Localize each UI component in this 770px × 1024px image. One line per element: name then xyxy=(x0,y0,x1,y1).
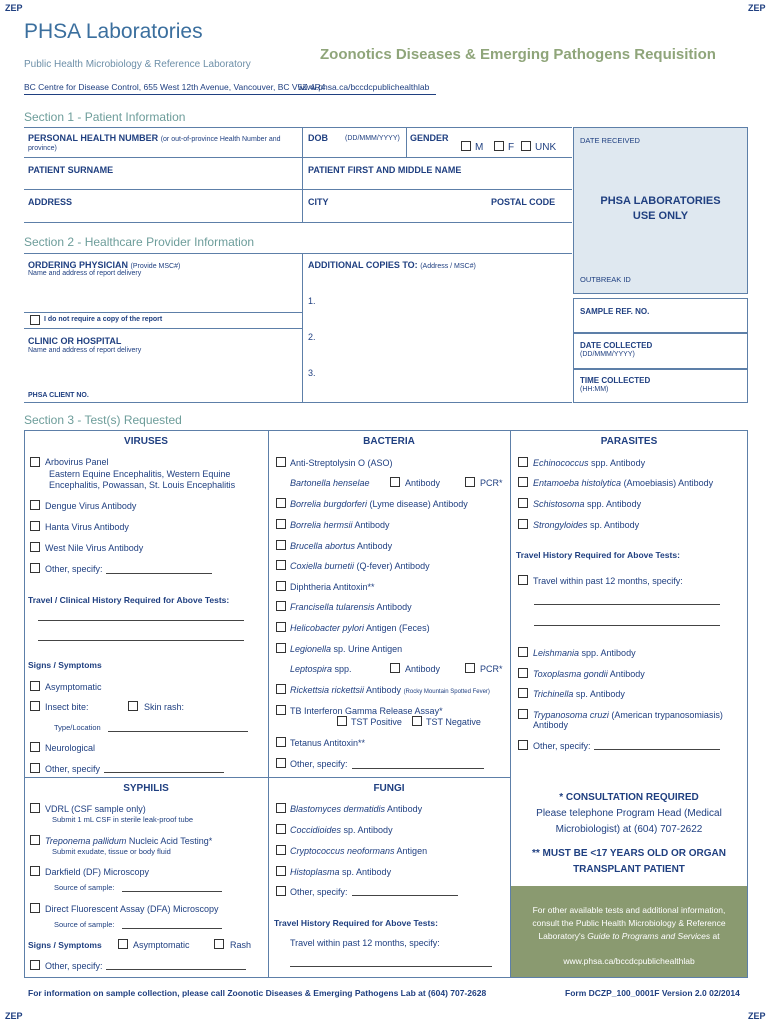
gender-f-label: F xyxy=(508,142,515,153)
info-line1: For other available tests and additional information, xyxy=(532,905,726,915)
histoplasma-checkbox[interactable] xyxy=(276,866,286,876)
surname-label: PATIENT SURNAME xyxy=(28,165,114,175)
darkfield-source-field[interactable] xyxy=(122,891,222,892)
dob-label: DOB xyxy=(308,133,328,143)
leishmania-label: Leishmania spp. Antibody xyxy=(533,648,636,658)
entamoeba-label: Entamoeba histolytica (Amoebiasis) Antibody xyxy=(533,478,714,488)
copy-1: 1. xyxy=(308,296,316,306)
bartonella-pcr-label: PCR* xyxy=(480,478,503,488)
toxoplasma-checkbox[interactable] xyxy=(518,668,528,678)
type-location-field[interactable] xyxy=(108,731,248,732)
virus-other-checkbox[interactable] xyxy=(30,563,40,573)
treponema-checkbox[interactable] xyxy=(30,835,40,845)
dfa-checkbox[interactable] xyxy=(30,903,40,913)
section3-title: Section 3 - Test(s) Requested xyxy=(24,413,182,427)
hanta-checkbox[interactable] xyxy=(30,521,40,531)
address-label: ADDRESS xyxy=(28,197,73,207)
symptom-other-checkbox[interactable] xyxy=(30,763,40,773)
clinic-note: Name and address of report delivery xyxy=(28,347,142,354)
info-line2: consult the Public Health Microbiology & Reference xyxy=(532,918,726,928)
neurological-label: Neurological xyxy=(45,743,96,753)
histoplasma-label: Histoplasma sp. Antibody xyxy=(290,867,392,877)
age-line2: TRANSPLANT PATIENT xyxy=(573,864,685,875)
virus-signs-label: Signs / Symptoms xyxy=(28,660,102,670)
vdrl-label: VDRL (CSF sample only) xyxy=(45,804,146,814)
syphilis-signs-label: Signs / Symptoms xyxy=(28,940,102,950)
bartonella-pcr-checkbox[interactable] xyxy=(465,477,475,487)
tst-positive-checkbox[interactable] xyxy=(337,716,347,726)
entamoeba-checkbox[interactable] xyxy=(518,477,528,487)
syphilis-other-label: Other, specify: xyxy=(45,961,103,971)
francisella-checkbox[interactable] xyxy=(276,601,286,611)
syphilis-other-field[interactable] xyxy=(106,969,246,970)
coxiella-label: Coxiella burnetii (Q-fever) Antibody xyxy=(290,561,430,571)
gender-label: GENDER xyxy=(410,133,449,143)
coxiella-checkbox[interactable] xyxy=(276,560,286,570)
bacteria-other-label: Other, specify: xyxy=(290,759,348,769)
fungi-other-label: Other, specify: xyxy=(290,887,348,897)
phn-note: province) xyxy=(28,145,57,152)
leptospira-antibody-label: Antibody xyxy=(405,664,441,674)
asymptomatic-label: Asymptomatic xyxy=(45,682,102,692)
darkfield-source-label: Source of sample: xyxy=(54,883,115,892)
virus-travel-field2[interactable] xyxy=(38,640,244,641)
legionella-checkbox[interactable] xyxy=(276,643,286,653)
westnile-checkbox[interactable] xyxy=(30,542,40,552)
toxoplasma-label: Toxoplasma gondii Antibody xyxy=(533,669,645,679)
francisella-label: Francisella tularensis Antibody xyxy=(290,602,412,612)
treponema-note: Submit exudate, tissue or body fluid xyxy=(52,847,171,856)
parasite-travel-checkbox[interactable] xyxy=(518,575,528,585)
syphilis-rash-checkbox[interactable] xyxy=(214,939,224,949)
darkfield-label: Darkfield (DF) Microscopy xyxy=(45,867,150,877)
syphilis-rash-label: Rash xyxy=(230,940,252,950)
neurological-checkbox[interactable] xyxy=(30,742,40,752)
tst-negative-label: TST Negative xyxy=(426,717,481,727)
lab-address: BC Centre for Disease Control, 655 West 12th Avenue, Vancouver, BC V5Z 4R4 xyxy=(24,82,326,92)
client-no-label: PHSA CLIENT NO. xyxy=(28,392,89,399)
bartonella-antibody-checkbox[interactable] xyxy=(390,477,400,487)
lab-subtitle: Public Health Microbiology & Reference Laboratory xyxy=(24,59,251,70)
parasite-other-field[interactable] xyxy=(594,749,720,750)
trichinella-checkbox[interactable] xyxy=(518,688,528,698)
leptospira-pcr-checkbox[interactable] xyxy=(465,663,475,673)
brucella-label: Brucella abortus Antibody xyxy=(290,541,393,551)
outbreak-label: OUTBREAK ID xyxy=(580,275,631,284)
aso-label: Anti-Streptolysin O (ASO) xyxy=(290,458,393,468)
tst-negative-checkbox[interactable] xyxy=(412,716,422,726)
consult-line2: Microbiologist) at (604) 707-2622 xyxy=(555,824,703,835)
insect-bite-label: Insect bite: xyxy=(45,702,89,712)
date-received-label: DATE RECEIVED xyxy=(580,136,640,145)
parasite-travel-text: Travel within past 12 months, specify: xyxy=(533,576,683,586)
age-line1: ** MUST BE <17 YEARS OLD OR ORGAN xyxy=(531,848,727,859)
type-location-label: Type/Location xyxy=(54,723,101,732)
parasite-travel-label: Travel History Required for Above Tests: xyxy=(516,550,680,560)
use-only-line1: PHSA LABORATORIES xyxy=(600,195,721,207)
parasite-travel-field2[interactable] xyxy=(534,625,720,626)
tb-igra-label: TB Interferon Gamma Release Assay* xyxy=(290,706,443,716)
arbovirus-label: Arbovirus Panel xyxy=(45,457,109,467)
symptom-other-label: Other, specify xyxy=(45,764,101,774)
info-url[interactable]: www.phsa.ca/bccdcpublichealthlab xyxy=(563,956,695,966)
gender-m-checkbox[interactable] xyxy=(461,141,471,151)
westnile-label: West Nile Virus Antibody xyxy=(45,543,144,553)
no-copy-checkbox[interactable] xyxy=(30,315,40,325)
tetanus-label: Tetanus Antitoxin** xyxy=(290,738,366,748)
fungi-header: FUNGI xyxy=(373,783,405,794)
lab-title: PHSA Laboratories xyxy=(24,20,203,43)
borrelia-h-label: Borrelia hermsii Antibody xyxy=(290,520,390,530)
viruses-header: VIRUSES xyxy=(124,436,168,447)
form-title: Zoonotics Diseases & Emerging Pathogens Requisition xyxy=(320,46,716,63)
fungi-other-field[interactable] xyxy=(352,895,458,896)
fungi-travel-field[interactable] xyxy=(290,966,492,967)
blastomyces-label: Blastomyces dermatidis Antibody xyxy=(290,804,423,814)
treponema-label: Treponema pallidum Nucleic Acid Testing* xyxy=(45,836,213,846)
fungi-travel-label: Travel History Required for Above Tests: xyxy=(274,918,438,928)
tetanus-checkbox[interactable] xyxy=(276,737,286,747)
rickettsia-checkbox[interactable] xyxy=(276,684,286,694)
leptospira-pcr-label: PCR* xyxy=(480,664,503,674)
arbovirus-detail2: Encephalitis, Powassan, St. Louis Encephalitis xyxy=(49,480,236,490)
borrelia-b-label: Borrelia burgdorferi (Lyme disease) Antibody xyxy=(290,499,468,509)
symptom-other-field[interactable] xyxy=(104,772,224,773)
fungi-other-checkbox[interactable] xyxy=(276,886,286,896)
virus-other-field[interactable] xyxy=(106,573,212,574)
dfa-label: Direct Fluorescent Assay (DFA) Microscopy xyxy=(45,904,219,914)
corner-zep-br: ZEP xyxy=(748,1011,766,1021)
firstname-label: PATIENT FIRST AND MIDDLE NAME xyxy=(308,165,462,175)
echinococcus-label: Echinococcus spp. Antibody xyxy=(533,458,646,468)
parasite-other-checkbox[interactable] xyxy=(518,740,528,750)
footer-info: For information on sample collection, please call Zoonotic Diseases & Emerging Pathogens Lab at (604) 707-2628 xyxy=(28,988,487,998)
leishmania-checkbox[interactable] xyxy=(518,647,528,657)
copy-3: 3. xyxy=(308,368,316,378)
cryptococcus-checkbox[interactable] xyxy=(276,845,286,855)
lab-website: www.phsa.ca/bccdcpublichealthlab xyxy=(298,82,430,92)
vdrl-note: Submit 1 mL CSF in sterile leak-proof tube xyxy=(52,815,194,824)
diphtheria-checkbox[interactable] xyxy=(276,581,286,591)
syphilis-asymptomatic-label: Asymptomatic xyxy=(133,940,190,950)
parasite-other-label: Other, specify: xyxy=(533,741,591,751)
blastomyces-checkbox[interactable] xyxy=(276,803,286,813)
dengue-label: Dengue Virus Antibody xyxy=(45,501,137,511)
borrelia-h-checkbox[interactable] xyxy=(276,519,286,529)
copy-2: 2. xyxy=(308,332,316,342)
tb-igra-checkbox[interactable] xyxy=(276,705,286,715)
postal-label: POSTAL CODE xyxy=(491,197,556,207)
darkfield-checkbox[interactable] xyxy=(30,866,40,876)
dob-format: (DD/MMM/YYYY) xyxy=(345,135,400,142)
skin-rash-checkbox[interactable] xyxy=(128,701,138,711)
borrelia-b-checkbox[interactable] xyxy=(276,498,286,508)
info-line3: Laboratory's Guide to Programs and Services at xyxy=(538,931,720,941)
virus-travel-field1[interactable] xyxy=(38,620,244,621)
clinic-label: CLINIC OR HOSPITAL xyxy=(28,336,122,346)
date-collected-format: (DD/MMM/YYYY) xyxy=(580,351,635,358)
insect-bite-checkbox[interactable] xyxy=(30,701,40,711)
corner-zep-tr: ZEP xyxy=(748,3,766,13)
coccidioides-label: Coccidioides sp. Antibody xyxy=(290,825,393,835)
city-label: CITY xyxy=(308,197,329,207)
strongyloides-checkbox[interactable] xyxy=(518,519,528,529)
strongyloides-label: Strongyloides sp. Antibody xyxy=(533,520,640,530)
consult-line1: Please telephone Program Head (Medical xyxy=(536,808,722,819)
parasites-header: PARASITES xyxy=(600,436,658,447)
hanta-label: Hanta Virus Antibody xyxy=(45,522,129,532)
gender-m-label: M xyxy=(475,142,484,153)
diphtheria-label: Diphtheria Antitoxin** xyxy=(290,582,375,592)
asymptomatic-checkbox[interactable] xyxy=(30,681,40,691)
bacteria-header: BACTERIA xyxy=(363,436,415,447)
arbovirus-detail1: Eastern Equine Encephalitis, Western Equine xyxy=(49,469,231,479)
time-collected-label: TIME COLLECTED xyxy=(580,376,651,385)
schistosoma-label: Schistosoma spp. Antibody xyxy=(533,499,642,509)
dengue-checkbox[interactable] xyxy=(30,500,40,510)
no-copy-label: I do not require a copy of the report xyxy=(44,316,163,323)
aso-checkbox[interactable] xyxy=(276,457,286,467)
sample-ref-label: SAMPLE REF. NO. xyxy=(580,307,650,316)
fungi-travel-text: Travel within past 12 months, specify: xyxy=(290,938,440,948)
syphilis-asymptomatic-checkbox[interactable] xyxy=(118,939,128,949)
trypanosoma-checkbox[interactable] xyxy=(518,709,528,719)
gender-f-checkbox[interactable] xyxy=(494,141,504,151)
corner-zep-tl: ZEP xyxy=(5,3,23,13)
section2-title: Section 2 - Healthcare Provider Information xyxy=(24,235,255,249)
footer-form-version: Form DCZP_100_0001F Version 2.0 02/2014 xyxy=(565,988,740,998)
trypanosoma-label2: Antibody xyxy=(533,720,569,730)
additional-copies-label: ADDITIONAL COPIES TO: (Address / MSC#) xyxy=(308,260,476,270)
date-collected-label: DATE COLLECTED xyxy=(580,341,653,350)
trypanosoma-label: Trypanosoma cruzi (American trypanosomiasis) xyxy=(533,710,723,720)
vdrl-checkbox[interactable] xyxy=(30,803,40,813)
arbovirus-checkbox[interactable] xyxy=(30,457,40,467)
virus-travel-label: Travel / Clinical History Required for Above Tests: xyxy=(28,595,230,605)
dfa-source-field[interactable] xyxy=(122,928,222,929)
syphilis-other-checkbox[interactable] xyxy=(30,960,40,970)
skin-rash-label: Skin rash: xyxy=(144,702,185,712)
cryptococcus-label: Cryptococcus neoformans Antigen xyxy=(290,846,428,856)
bacteria-other-checkbox[interactable] xyxy=(276,758,286,768)
section1-title: Section 1 - Patient Information xyxy=(24,110,186,124)
virus-other-label: Other, specify: xyxy=(45,564,103,574)
helicobacter-checkbox[interactable] xyxy=(276,622,286,632)
coccidioides-checkbox[interactable] xyxy=(276,824,286,834)
trichinella-label: Trichinella sp. Antibody xyxy=(533,689,625,699)
rickettsia-label: Rickettsia rickettsii Antibody (Rocky Mountain Spotted Fever) xyxy=(290,685,490,695)
consult-title: * CONSULTATION REQUIRED xyxy=(559,792,699,803)
time-collected-format: (HH:MM) xyxy=(580,386,609,393)
bartonella-label: Bartonella henselae xyxy=(290,478,370,488)
bartonella-antibody-label: Antibody xyxy=(405,478,441,488)
gender-unk-label: UNK xyxy=(535,142,557,153)
use-only-line2: USE ONLY xyxy=(632,210,689,222)
legionella-label: Legionella sp. Urine Antigen xyxy=(290,644,403,654)
report-delivery-note: Name and address of report delivery xyxy=(28,270,142,277)
parasite-travel-field1[interactable] xyxy=(534,604,720,605)
echinococcus-checkbox[interactable] xyxy=(518,457,528,467)
bacteria-other-field[interactable] xyxy=(352,768,484,769)
brucella-checkbox[interactable] xyxy=(276,540,286,550)
leptospira-label: Leptospira spp. xyxy=(290,664,352,674)
syphilis-header: SYPHILIS xyxy=(123,783,169,794)
tst-positive-label: TST Positive xyxy=(351,717,402,727)
corner-zep-bl: ZEP xyxy=(5,1011,23,1021)
dfa-source-label: Source of sample: xyxy=(54,920,115,929)
leptospira-antibody-checkbox[interactable] xyxy=(390,663,400,673)
schistosoma-checkbox[interactable] xyxy=(518,498,528,508)
ordering-physician-label: ORDERING PHYSICIAN (Provide MSC#) xyxy=(28,260,181,270)
helicobacter-label: Helicobacter pylori Antigen (Feces) xyxy=(290,623,430,633)
gender-unk-checkbox[interactable] xyxy=(521,141,531,151)
phn-label: PERSONAL HEALTH NUMBER (or out-of-province Health Number and xyxy=(28,133,281,143)
